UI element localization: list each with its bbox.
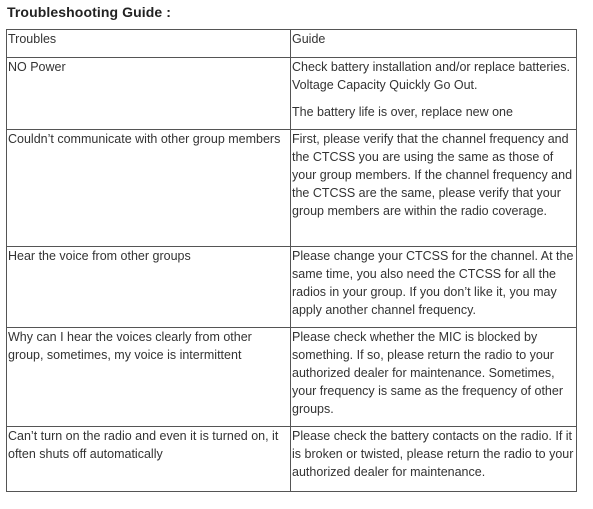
table-row — [7, 58, 577, 130]
guide-paragraph: Check battery installation and/or replace batteries. Voltage Capacity Quickly Go Out. — [292, 60, 570, 92]
guide-paragraph: Please change your CTCSS for the channel. At the same time, you also need the CTCSS for all the radios in your group. If you don’t like it, you may apply another channel frequency. — [292, 249, 574, 317]
trouble-cell: Can’t turn on the radio and even it is turned on, it often shuts off automatically — [7, 427, 291, 492]
guide-paragraph: Please check whether the MIC is blocked by something. If so, please return the radio to your authorized dealer for maintenance. Sometimes, your frequency is same as the frequency of other groups. — [292, 330, 563, 416]
table-row — [7, 427, 577, 492]
trouble-cell: NO Power — [7, 58, 291, 130]
trouble-cell: Why can I hear the voices clearly from other group, sometimes, my voice is intermittent — [7, 328, 291, 427]
page-title: Troubleshooting Guide : — [7, 4, 172, 20]
guide-paragraph: Please check the battery contacts on the radio. If it is broken or twisted, please return the radio to your authorized dealer for maintenance. — [292, 429, 574, 479]
table-row — [7, 247, 577, 328]
guide-cell — [291, 328, 577, 427]
table-row — [7, 130, 577, 247]
guide-paragraph: First, please verify that the channel frequency and the CTCSS you are using the same as those of your group members. If the channel frequency and the CTCSS are the same, please verify that your group members are within the radio coverage. — [292, 132, 573, 218]
header-cell-guide: Guide — [291, 30, 577, 58]
table-header-row — [7, 30, 577, 58]
guide-cell — [291, 247, 577, 328]
header-cell-troubles: Troubles — [7, 30, 291, 58]
trouble-cell: Couldn’t communicate with other group members — [7, 130, 291, 247]
troubleshooting-table — [6, 29, 577, 492]
guide-cell — [291, 130, 577, 247]
guide-cell — [291, 427, 577, 492]
guide-paragraph: The battery life is over, replace new one — [292, 105, 513, 119]
guide-cell — [291, 58, 577, 130]
table-row — [7, 328, 577, 427]
trouble-cell: Hear the voice from other groups — [7, 247, 291, 328]
